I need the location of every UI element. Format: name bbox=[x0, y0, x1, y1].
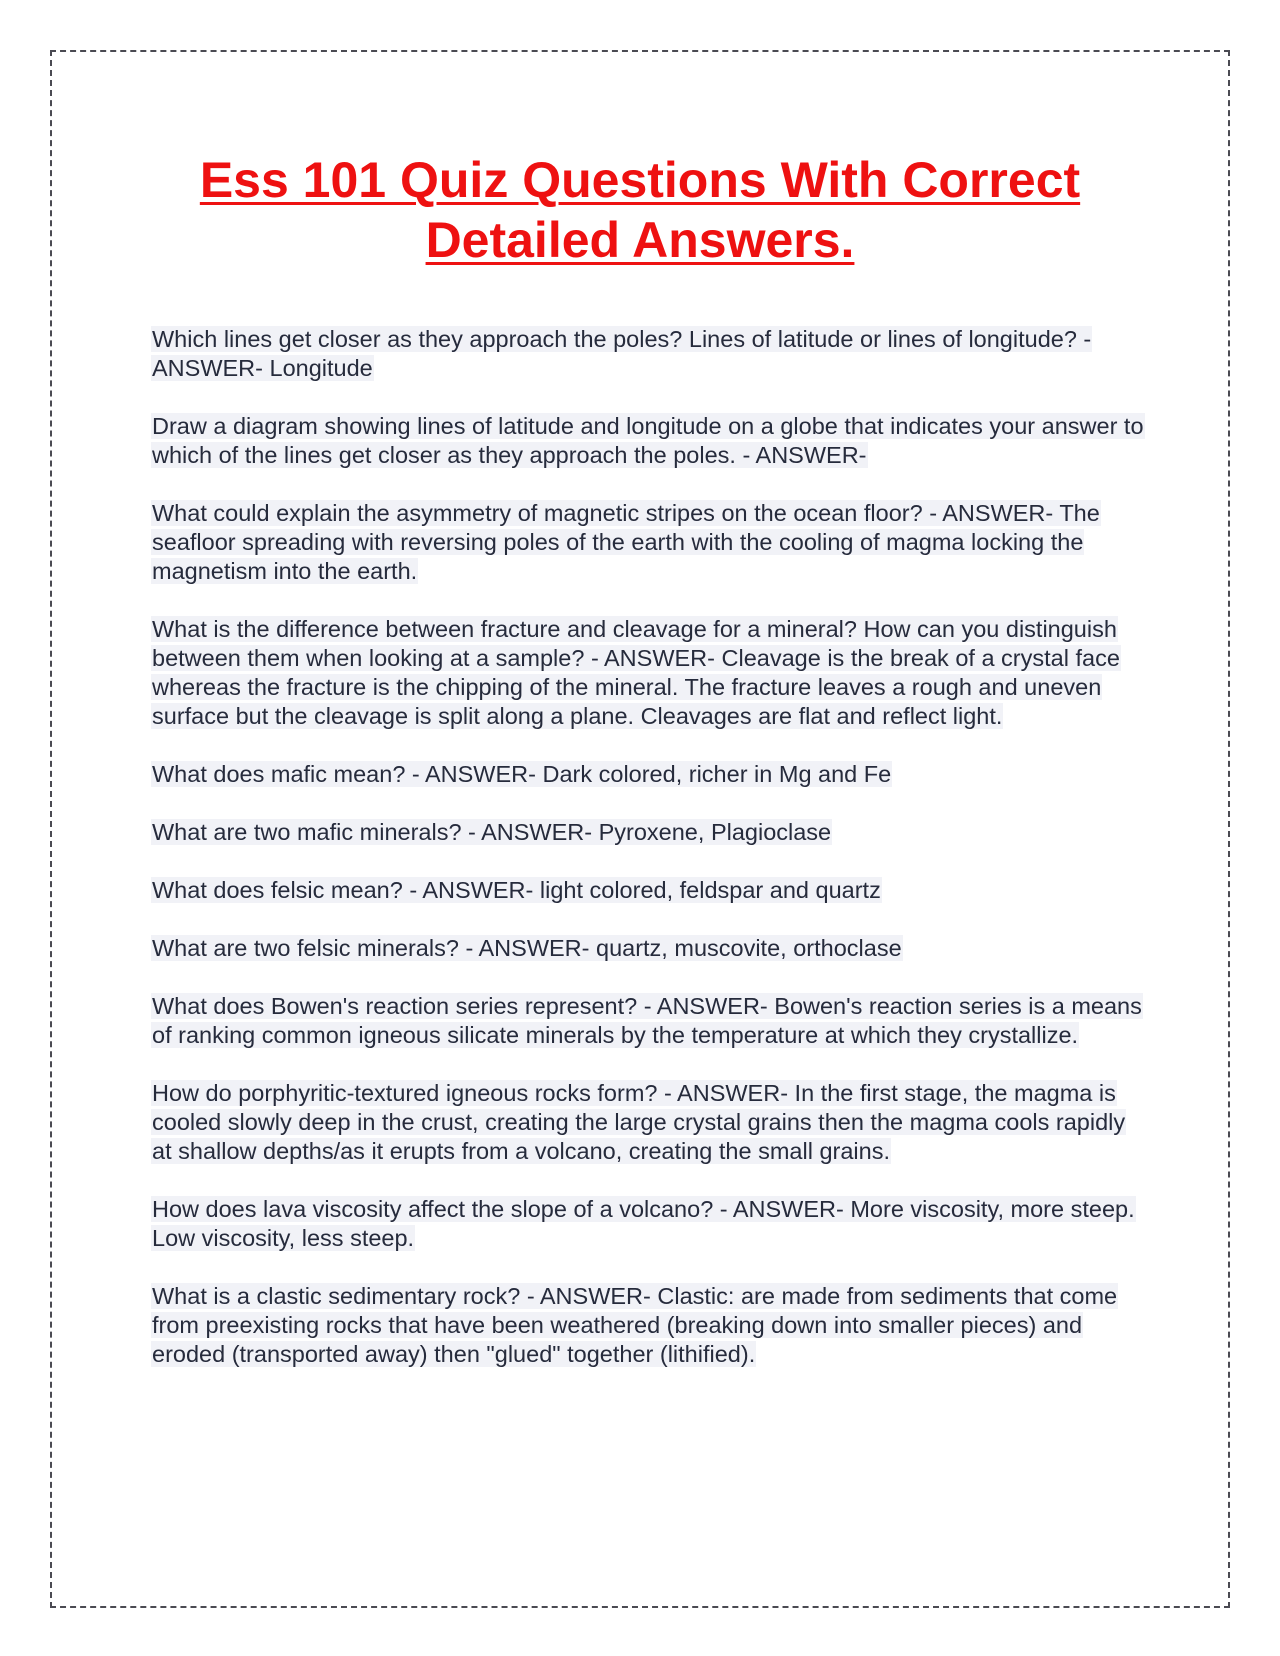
qa-text: What does mafic mean? - ANSWER- Dark colored, richer in Mg and Fe bbox=[152, 761, 892, 787]
qa-item bbox=[151, 615, 1151, 731]
qa-item bbox=[151, 1195, 1151, 1253]
qa-text: How does lava viscosity affect the slope of a volcano? - ANSWER- More viscosity, more steep. Low viscosity, less steep. bbox=[152, 1196, 1135, 1251]
qa-text: What is the difference between fracture and cleavage for a mineral? How can you distinguish between them when looking at a sample? - ANSWER- Cleavage is the break of a crystal face whereas the fracture is the chipping of the mineral. The fracture leaves a rough and uneven surface but the cleavage is split along a plane. Cleavages are flat and reflect light. bbox=[152, 616, 1120, 729]
qa-list bbox=[151, 325, 1151, 1398]
qa-item bbox=[151, 499, 1151, 586]
document-title: Ess 101 Quiz Questions With Correct Detailed Answers. bbox=[199, 152, 1081, 268]
qa-item bbox=[151, 876, 1151, 905]
qa-text: How do porphyritic-textured igneous rocks form? - ANSWER- In the first stage, the magma is cooled slowly deep in the crust, creating the large crystal grains then the magma cools rapidly at shallow depths/as it erupts from a volcano, creating the small grains. bbox=[152, 1080, 1126, 1164]
qa-item bbox=[151, 1079, 1151, 1166]
qa-text: What does felsic mean? - ANSWER- light colored, feldspar and quartz bbox=[152, 877, 881, 903]
qa-item bbox=[151, 934, 1151, 963]
qa-text: What are two felsic minerals? - ANSWER- quartz, muscovite, orthoclase bbox=[152, 935, 902, 961]
qa-item bbox=[151, 412, 1151, 470]
qa-item bbox=[151, 760, 1151, 789]
qa-item bbox=[151, 1282, 1151, 1369]
qa-text: What could explain the asymmetry of magnetic stripes on the ocean floor? - ANSWER- The seafloor spreading with reversing poles of the earth with the cooling of magma locking the magnetism into the earth. bbox=[152, 500, 1100, 584]
qa-text: What are two mafic minerals? - ANSWER- Pyroxene, Plagioclase bbox=[152, 819, 832, 845]
qa-item bbox=[151, 992, 1151, 1050]
qa-text: Which lines get closer as they approach the poles? Lines of latitude or lines of longitude? - ANSWER- Longitude bbox=[152, 326, 1092, 381]
qa-item bbox=[151, 325, 1151, 383]
qa-item bbox=[151, 818, 1151, 847]
qa-text: What is a clastic sedimentary rock? - ANSWER- Clastic: are made from sediments that come from preexisting rocks that have been weathered (breaking down into smaller pieces) and eroded (transported away) then "glued" together (lithified). bbox=[152, 1283, 1118, 1367]
qa-text: What does Bowen's reaction series represent? - ANSWER- Bowen's reaction series is a means of ranking common igneous silicate minerals by the temperature at which they crystallize. bbox=[152, 993, 1142, 1048]
qa-text: Draw a diagram showing lines of latitude and longitude on a globe that indicates your answer to which of the lines get closer as they approach the poles. - ANSWER- bbox=[152, 413, 1144, 468]
